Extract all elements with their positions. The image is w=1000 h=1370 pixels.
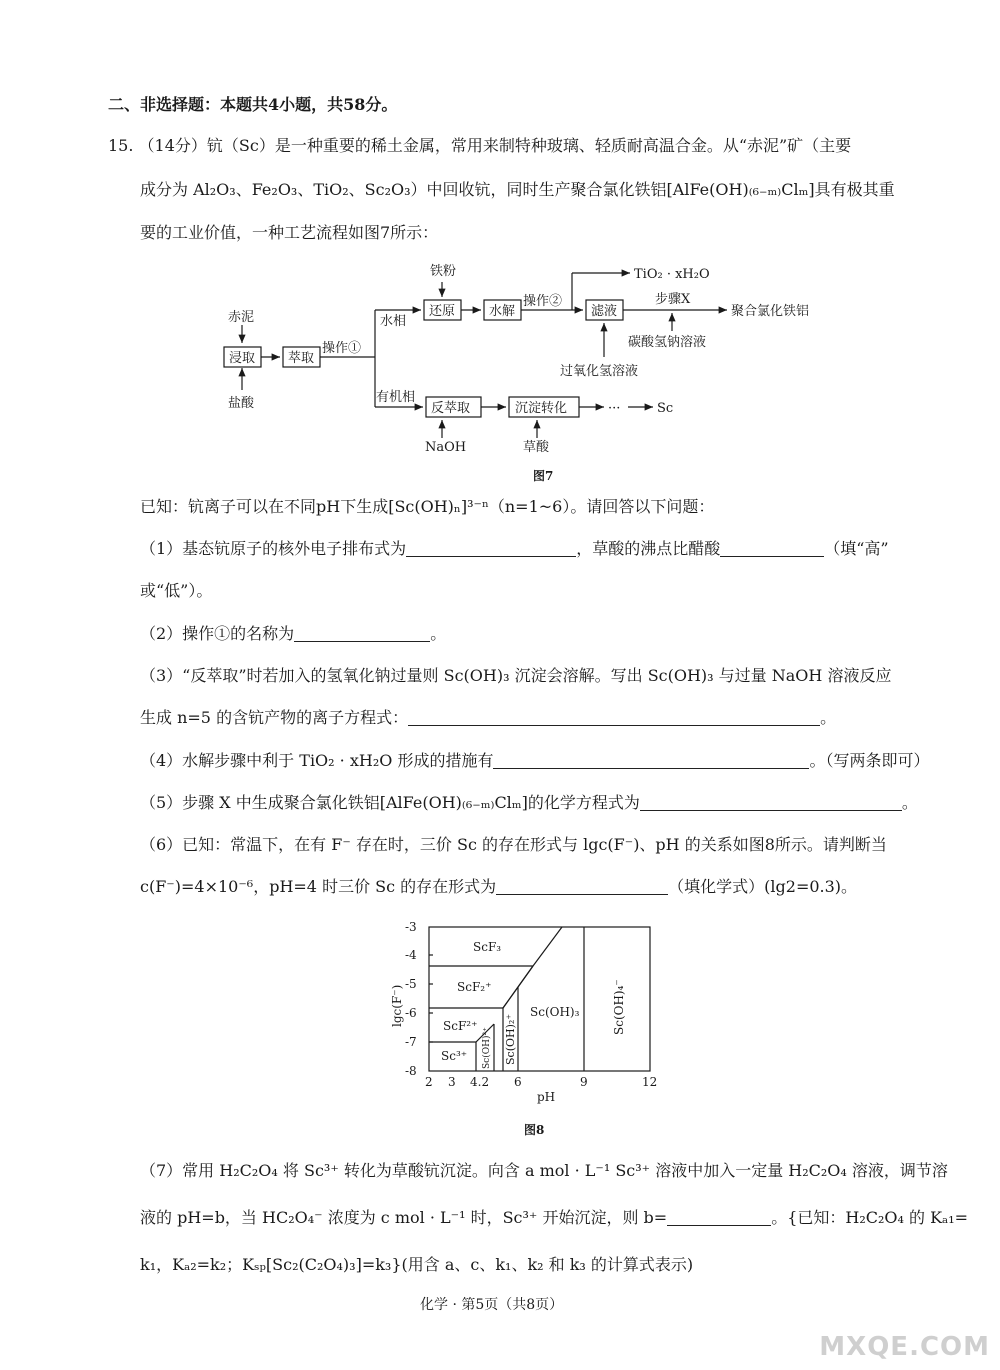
q7-blank[interactable] bbox=[667, 1209, 771, 1226]
region-sc3: Sc³⁺ bbox=[441, 1049, 468, 1063]
q3-line1: （3）“反萃取”时若加入的氢氧化钠过量则 Sc(OH)₃ 沉淀会溶解。写出 Sc(OH)₃ 与过量 NaOH 溶液反应 bbox=[140, 666, 892, 685]
label-product: 聚合氯化铁铝 bbox=[731, 304, 810, 319]
q6-text-c: （填化学式）(lg2=0.3)。 bbox=[668, 877, 858, 896]
label-lvye: 滤液 bbox=[591, 304, 618, 319]
xtick-6: 12 bbox=[642, 1075, 658, 1089]
label-nahco3: 碳酸氢钠溶液 bbox=[628, 335, 707, 350]
q6-text-b: c(F⁻)=4×10⁻⁶，pH=4 时三价 Sc 的存在形式为 bbox=[140, 877, 497, 896]
label-youjixiang: 有机相 bbox=[376, 390, 416, 405]
region-scoh4: Sc(OH)₄⁻ bbox=[612, 979, 626, 1035]
label-h2o2: 过氧化氢溶液 bbox=[560, 364, 639, 379]
q15-line3: 要的工业价值，一种工艺流程如图7所示： bbox=[140, 223, 439, 242]
q2-text-a: （2）操作①的名称为 bbox=[140, 624, 295, 643]
label-tio2: TiO₂ · xH₂O bbox=[634, 267, 710, 282]
q5-text-b: 。 bbox=[901, 793, 918, 812]
label-naoh: NaOH bbox=[425, 440, 467, 455]
q5-text-a: （5）步骤 X 中生成聚合氯化铁铝[AlFe(OH)₍₆₋ₘ₎Clₘ]的化学方程式为 bbox=[140, 793, 640, 812]
q6-line1: （6）已知：常温下，在有 F⁻ 存在时，三价 Sc 的存在形式与 lgc(F⁻)、pH 的关系如图8所示。请判断当 bbox=[140, 835, 887, 854]
ytick-3: -5 bbox=[405, 977, 417, 991]
section-title: 二、非选择题：本题共4小题，共58分。 bbox=[108, 95, 398, 114]
q4-text-b: 。（写两条即可） bbox=[809, 751, 930, 770]
label-shuixiang: 水相 bbox=[380, 314, 407, 329]
q7-text-b: 液的 pH=b，当 HC₂O₄⁻ 浓度为 c mol · L⁻¹ 时，Sc³⁺ 开始沉淀，则 b= bbox=[140, 1208, 668, 1227]
q2-text-b: 。 bbox=[430, 624, 447, 643]
region-scf: ScF²⁺ bbox=[443, 1019, 478, 1033]
label-chini: 赤泥 bbox=[228, 310, 255, 325]
label-dots: ··· bbox=[608, 401, 621, 416]
q3-line2 bbox=[140, 707, 836, 729]
q1-text-a: （1）基态钪原子的核外电子排布式为 bbox=[140, 539, 407, 558]
q6-blank[interactable] bbox=[496, 878, 668, 895]
ytick-5: -7 bbox=[405, 1035, 417, 1049]
xtick-2: 3 bbox=[448, 1075, 456, 1089]
q7-line2 bbox=[140, 1207, 968, 1229]
label-buzhoux: 步骤X bbox=[655, 292, 691, 307]
q1-text-c: （填“高” bbox=[824, 539, 889, 558]
q1-blank-2[interactable] bbox=[720, 540, 824, 557]
q7-text-c: 。{已知：H₂C₂O₄ 的 Kₐ₁= bbox=[771, 1208, 969, 1227]
q15-line1: 15. （14分）钪（Sc）是一种重要的稀土金属，常用来制特种玻璃、轻质耐高温合金。从“赤泥”矿（主要 bbox=[108, 136, 852, 155]
page-footer: 化学 · 第5页（共8页） bbox=[420, 1297, 564, 1313]
q1-blank-1[interactable] bbox=[406, 540, 576, 557]
q3-text-b: 生成 n=5 的含钪产物的离子方程式： bbox=[140, 708, 409, 727]
q7-line1: （7）常用 H₂C₂O₄ 将 Sc³⁺ 转化为草酸钪沉淀。向含 a mol · L⁻¹ Sc³⁺ 溶液中加入一定量 H₂C₂O₄ 溶液，调节溶 bbox=[140, 1161, 948, 1180]
process-flow-diagram bbox=[200, 255, 850, 465]
figure7-caption: 图7 bbox=[533, 469, 554, 483]
q15-line2: 成分为 Al₂O₃、Fe₂O₃、TiO₂、Sc₂O₃）中回收钪，同时生产聚合氯化铁铝[AlFe(OH)₍₆₋ₘ₎Clₘ]具有极其重 bbox=[140, 180, 895, 199]
xtick-4: 6 bbox=[514, 1075, 522, 1089]
y-axis-label: lgc(F⁻) bbox=[390, 984, 404, 1027]
xtick-1: 2 bbox=[425, 1075, 433, 1089]
known-info: 已知：钪离子可以在不同pH下生成[Sc(OH)ₙ]³⁻ⁿ（n=1~6）。请回答以下问题： bbox=[140, 497, 715, 516]
q3-text-c: 。 bbox=[820, 708, 837, 727]
label-shuijie: 水解 bbox=[489, 304, 516, 319]
q7-line3: k₁，Kₐ₂=k₂；Kₛₚ[Sc₂(C₂O₄)₃]=k₃}(用含 a、c、k₁、k₂ 和 k₃ 的计算式表示) bbox=[140, 1255, 694, 1274]
q1-line1 bbox=[140, 538, 889, 560]
label-caosuan: 草酸 bbox=[523, 440, 550, 455]
q4-text-a: （4）水解步骤中利于 TiO₂ · xH₂O 形成的措施有 bbox=[140, 751, 494, 770]
xtick-3: 4.2 bbox=[470, 1075, 490, 1089]
region-scoh: Sc(OH)²⁺ bbox=[482, 1027, 492, 1069]
watermark-logo: MXQE.COM bbox=[819, 1332, 990, 1362]
region-scf3: ScF₃ bbox=[473, 940, 502, 954]
x-axis-label: pH bbox=[537, 1090, 556, 1104]
q1-text-b: ，草酸的沸点比醋酸 bbox=[576, 539, 721, 558]
label-chendian: 沉淀转化 bbox=[515, 401, 568, 416]
label-tiefen: 铁粉 bbox=[430, 264, 457, 279]
ytick-4: -6 bbox=[405, 1006, 417, 1020]
figure8-caption: 图8 bbox=[524, 1123, 545, 1137]
q3-blank[interactable] bbox=[408, 709, 820, 726]
q4-line bbox=[140, 750, 929, 772]
region-scoh2: Sc(OH)₂⁺ bbox=[504, 1013, 517, 1065]
label-yansuan: 盐酸 bbox=[228, 396, 255, 411]
label-sc: Sc bbox=[657, 401, 674, 416]
xtick-5: 9 bbox=[580, 1075, 588, 1089]
ytick-1: -3 bbox=[405, 920, 417, 934]
ytick-2: -4 bbox=[405, 948, 417, 962]
species-phase-diagram bbox=[385, 915, 675, 1110]
label-cuiqu: 萃取 bbox=[288, 351, 315, 366]
q2-blank[interactable] bbox=[294, 625, 430, 642]
label-huanyuan: 还原 bbox=[429, 304, 456, 319]
q2-line bbox=[140, 623, 446, 645]
q5-blank[interactable] bbox=[640, 794, 902, 811]
q4-blank[interactable] bbox=[493, 752, 809, 769]
q1-line2: 或“低”）。 bbox=[140, 581, 213, 600]
label-fancuiqu: 反萃取 bbox=[431, 401, 471, 416]
q5-line bbox=[140, 792, 918, 814]
label-op1: 操作① bbox=[322, 341, 362, 356]
q6-line2 bbox=[140, 876, 857, 898]
label-op2: 操作② bbox=[523, 294, 563, 309]
label-jinqu: 浸取 bbox=[229, 351, 256, 366]
region-scoh3: Sc(OH)₃ bbox=[530, 1005, 580, 1019]
region-scf2: ScF₂⁺ bbox=[457, 980, 492, 994]
ytick-6: -8 bbox=[405, 1064, 417, 1078]
